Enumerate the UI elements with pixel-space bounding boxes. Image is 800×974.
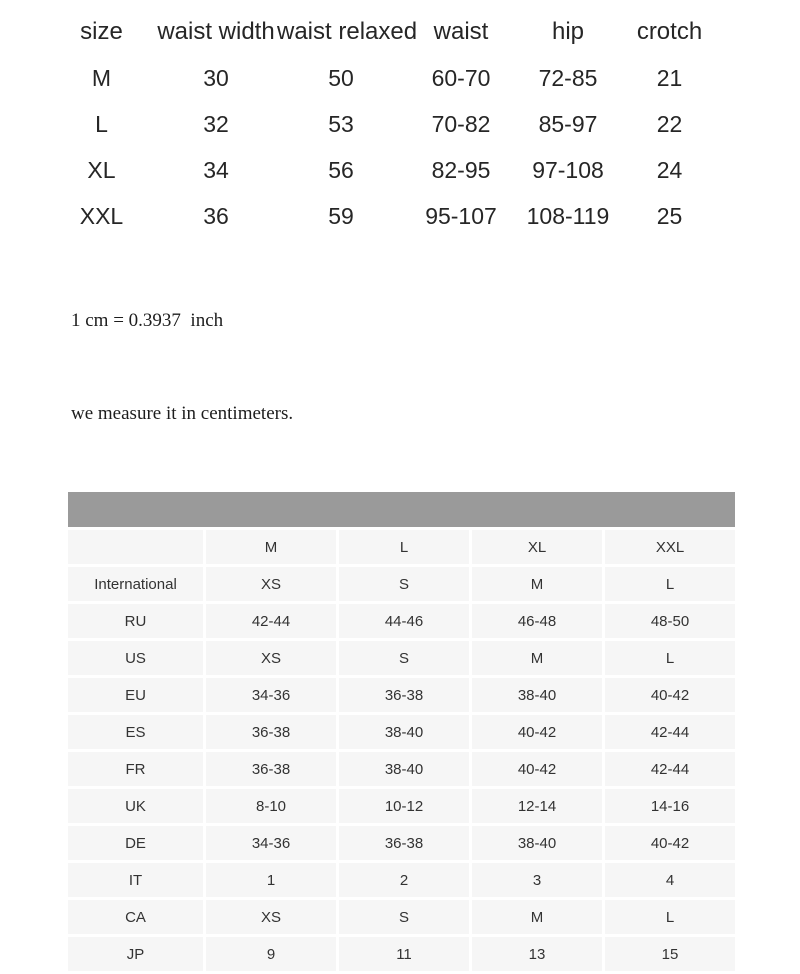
- size-table-cell: 53: [328, 110, 354, 137]
- table-row: [48, 147, 720, 193]
- conversion-table-cell: 10-12: [339, 789, 469, 823]
- conversion-table-cell: 8-10: [206, 789, 336, 823]
- size-table-cell: 108-119: [526, 202, 610, 229]
- conversion-table-body: [68, 530, 735, 971]
- conversion-table-cell: 42-44: [206, 604, 336, 638]
- conversion-table-cell: 1: [206, 863, 336, 897]
- conversion-table-cell: RU: [68, 604, 203, 638]
- conversion-table-cell: 38-40: [339, 752, 469, 786]
- table-row: [68, 863, 735, 897]
- conversion-table-cell: DE: [68, 826, 203, 860]
- table-row: [68, 826, 735, 860]
- table-row: [48, 193, 720, 239]
- size-table-cell: 32: [203, 110, 229, 137]
- size-table: [48, 9, 720, 239]
- size-table-cell: 72-85: [538, 64, 598, 91]
- conversion-table-cell: 36-38: [206, 752, 336, 786]
- conversion-table-cell: 36-38: [339, 826, 469, 860]
- conversion-table-cell: JP: [68, 937, 203, 971]
- table-row: [68, 530, 735, 564]
- size-table-cell: hip: [551, 18, 585, 45]
- size-table-cell: 25: [656, 202, 683, 229]
- divider-bar: [68, 492, 735, 527]
- conversion-table-cell: 38-40: [472, 678, 602, 712]
- size-table-cell: 56: [328, 156, 354, 183]
- size-table-cell: 82-95: [431, 156, 491, 183]
- size-table-body: [48, 9, 720, 239]
- table-row: [68, 752, 735, 786]
- table-row: [48, 101, 720, 147]
- size-table-cell: 36: [203, 202, 229, 229]
- conversion-table: [65, 527, 738, 974]
- conversion-table-cell: 40-42: [472, 715, 602, 749]
- conversion-table-cell: 9: [206, 937, 336, 971]
- table-row: [68, 715, 735, 749]
- table-row: [48, 55, 720, 101]
- conversion-table-cell: 48-50: [605, 604, 735, 638]
- size-table-cell: 70-82: [431, 110, 491, 137]
- conversion-table-cell: M: [472, 900, 602, 934]
- conversion-table-cell: ES: [68, 715, 203, 749]
- conversion-table-cell: XS: [206, 641, 336, 675]
- size-table-cell: 21: [656, 64, 683, 91]
- size-table-cell: 95-107: [425, 202, 497, 229]
- conversion-table-cell: XS: [206, 567, 336, 601]
- conversion-table-cell: 14-16: [605, 789, 735, 823]
- conversion-table-cell: S: [339, 641, 469, 675]
- measurement-note: we measure it in centimeters.: [71, 403, 294, 424]
- conversion-table-cell: 38-40: [339, 715, 469, 749]
- size-table-cell: L: [95, 110, 108, 137]
- conversion-note: 1 cm = 0.3937 inch: [71, 310, 224, 331]
- size-table-cell: 30: [203, 64, 229, 91]
- conversion-table-cell: XL: [472, 530, 602, 564]
- conversion-table-cell: US: [68, 641, 203, 675]
- size-table-cell: XL: [87, 156, 116, 183]
- conversion-table-cell: 42-44: [605, 752, 735, 786]
- size-table-cell: 50: [328, 64, 354, 91]
- conversion-table-cell: 46-48: [472, 604, 602, 638]
- table-row: [68, 604, 735, 638]
- conversion-table-cell: 2: [339, 863, 469, 897]
- conversion-table-cell: IT: [68, 863, 203, 897]
- conversion-table-cell: EU: [68, 678, 203, 712]
- table-row: [68, 567, 735, 601]
- conversion-table-cell: XXL: [605, 530, 735, 564]
- conversion-table-cell: 3: [472, 863, 602, 897]
- size-table-cell: 34: [203, 156, 229, 183]
- conversion-table-cell: 34-36: [206, 826, 336, 860]
- conversion-table-cell: 42-44: [605, 715, 735, 749]
- table-row: [68, 900, 735, 934]
- conversion-table-cell: 34-36: [206, 678, 336, 712]
- size-table-cell: 97-108: [532, 156, 604, 183]
- conversion-table-cell: L: [605, 900, 735, 934]
- table-row: [68, 789, 735, 823]
- table-row: [68, 678, 735, 712]
- size-table-cell: XXL: [79, 202, 124, 229]
- size-table-cell: 59: [328, 202, 354, 229]
- conversion-table-cell: 13: [472, 937, 602, 971]
- conversion-table-cell: CA: [68, 900, 203, 934]
- conversion-table-cell: L: [605, 641, 735, 675]
- notes: [71, 243, 800, 491]
- conversion-table-cell: 36-38: [339, 678, 469, 712]
- conversion-table-cell: M: [472, 641, 602, 675]
- conversion-table-cell: L: [605, 567, 735, 601]
- size-table-cell: waist: [433, 18, 489, 45]
- conversion-table-cell: S: [339, 900, 469, 934]
- conversion-table-cell: 40-42: [605, 678, 735, 712]
- size-table-cell: waist relaxed: [277, 18, 418, 45]
- size-table-cell: waist width: [157, 18, 275, 45]
- conversion-table-cell: 15: [605, 937, 735, 971]
- conversion-table-cell: L: [339, 530, 469, 564]
- conversion-table-cell: 12-14: [472, 789, 602, 823]
- size-table-cell: 60-70: [431, 64, 491, 91]
- conversion-table-cell: 44-46: [339, 604, 469, 638]
- size-chart: [0, 9, 800, 963]
- conversion-table-cell: XS: [206, 900, 336, 934]
- conversion-table-cell: FR: [68, 752, 203, 786]
- table-row: [48, 9, 720, 55]
- conversion-table-cell: 11: [339, 937, 469, 971]
- size-table-cell: 85-97: [538, 110, 598, 137]
- table-row: [68, 641, 735, 675]
- conversion-table-cell: [68, 530, 203, 564]
- conversion-table-cell: 36-38: [206, 715, 336, 749]
- conversion-table-cell: 40-42: [605, 826, 735, 860]
- conversion-table-cell: M: [206, 530, 336, 564]
- conversion-table-cell: M: [472, 567, 602, 601]
- size-table-cell: crotch: [636, 18, 703, 45]
- size-table-cell: size: [80, 18, 123, 45]
- size-table-cell: 24: [656, 156, 683, 183]
- conversion-table-cell: International: [68, 567, 203, 601]
- size-table-cell: M: [91, 64, 112, 91]
- conversion-table-cell: 40-42: [472, 752, 602, 786]
- conversion-table-cell: 4: [605, 863, 735, 897]
- table-row: [68, 937, 735, 971]
- conversion-table-cell: 38-40: [472, 826, 602, 860]
- size-table-cell: 22: [656, 110, 683, 137]
- conversion-table-cell: UK: [68, 789, 203, 823]
- conversion-table-cell: S: [339, 567, 469, 601]
